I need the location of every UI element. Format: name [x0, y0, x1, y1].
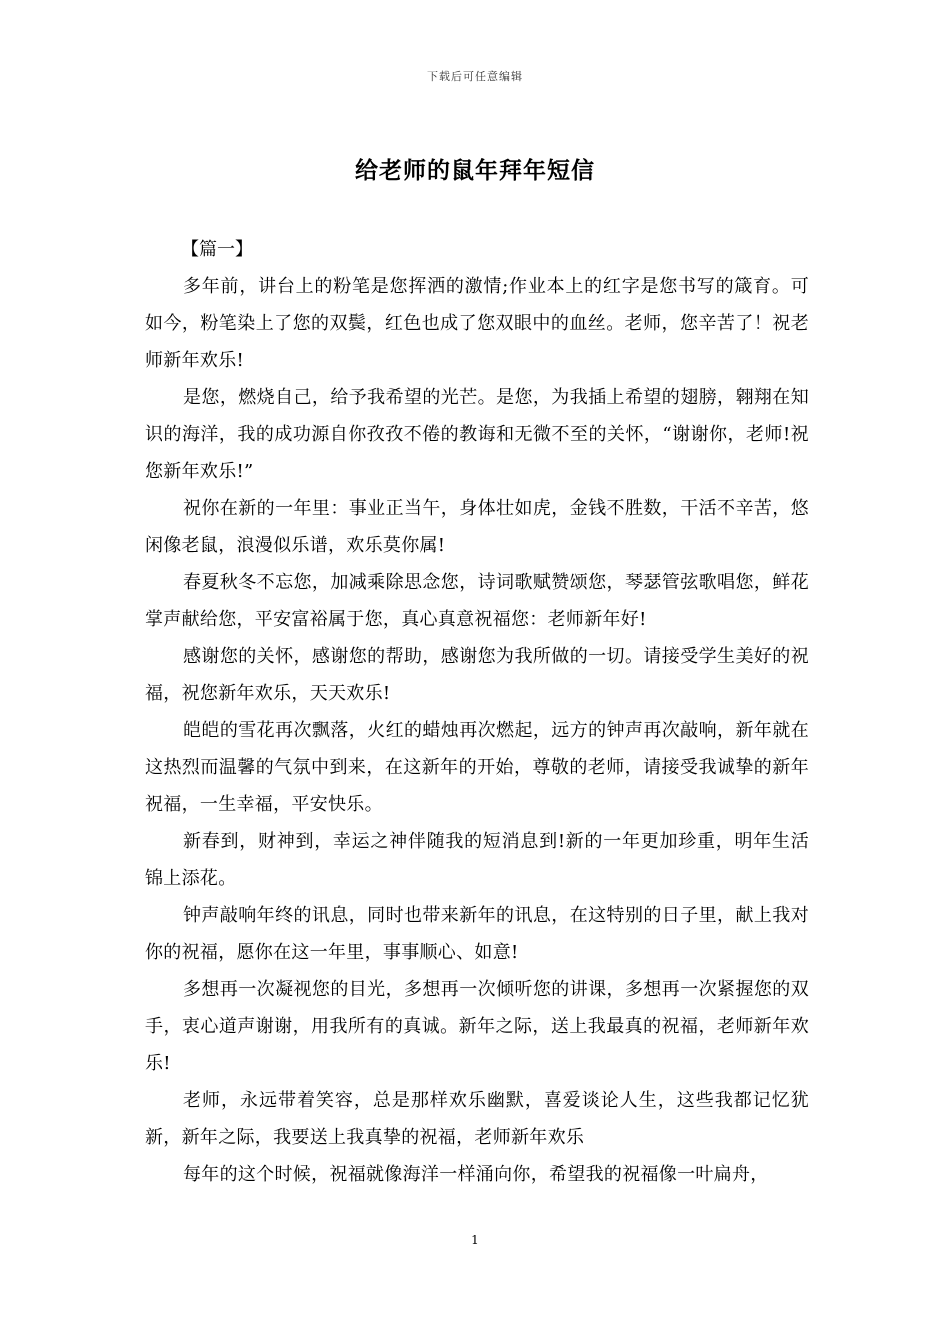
- document-title: 给老师的鼠年拜年短信: [355, 157, 595, 184]
- paragraph: 祝你在新的一年里：事业正当午，身体壮如虎，金钱不胜数，干活不辛苦，悠闲像老鼠，浪漫似乐谱，欢乐莫你属!: [145, 498, 809, 556]
- paragraph: 春夏秋冬不忘您，加减乘除思念您，诗词歌赋赞颂您，琴瑟管弦歌唱您，鲜花掌声献给您，平安富裕属于您，真心真意祝福您：老师新年好!: [145, 572, 809, 630]
- header-note: 下载后可任意编辑: [427, 70, 523, 83]
- paragraph: 老师，永远带着笑容，总是那样欢乐幽默，喜爱谈论人生，这些我都记忆犹新，新年之际，我要送上我真挚的祝福，老师新年欢乐: [145, 1090, 809, 1148]
- page-number: 1: [471, 1233, 479, 1247]
- paragraph: 是您，燃烧自己，给予我希望的光芒。是您，为我插上希望的翅膀，翱翔在知识的海洋，我的成功源自你孜孜不倦的教诲和无微不至的关怀，“谢谢你，老师!祝您新年欢乐!”: [145, 387, 809, 482]
- section-label: 【篇一】: [181, 239, 253, 260]
- paragraph: 新春到，财神到，幸运之神伴随我的短消息到!新的一年更加珍重，明年生活锦上添花。: [145, 831, 809, 889]
- paragraph: 钟声敲响年终的讯息，同时也带来新年的讯息，在这特别的日子里，献上我对你的祝福，愿你在这一年里，事事顺心、如意!: [145, 905, 809, 963]
- paragraph: 皑皑的雪花再次飘落，火红的蜡烛再次燃起，远方的钟声再次敲响，新年就在这热烈而温馨的气氛中到来，在这新年的开始，尊敬的老师，请接受我诚挚的新年祝福，一生幸福，平安快乐。: [145, 720, 809, 815]
- paragraph: 多年前，讲台上的粉笔是您挥洒的激情;作业本上的红字是您书写的箴育。可如今，粉笔染上了您的双鬓，红色也成了您双眼中的血丝。老师，您辛苦了！祝老师新年欢乐!: [145, 276, 809, 371]
- paragraph: 感谢您的关怀，感谢您的帮助，感谢您为我所做的一切。请接受学生美好的祝福，祝您新年欢乐，天天欢乐!: [145, 646, 809, 704]
- paragraph: 多想再一次凝视您的目光，多想再一次倾听您的讲课，多想再一次紧握您的双手，衷心道声谢谢，用我所有的真诚。新年之际，送上我最真的祝福，老师新年欢乐!: [145, 979, 809, 1074]
- paragraph: 每年的这个时候，祝福就像海洋一样涌向你，希望我的祝福像一叶扁舟，: [183, 1164, 769, 1185]
- document-body: [145, 232, 809, 1193]
